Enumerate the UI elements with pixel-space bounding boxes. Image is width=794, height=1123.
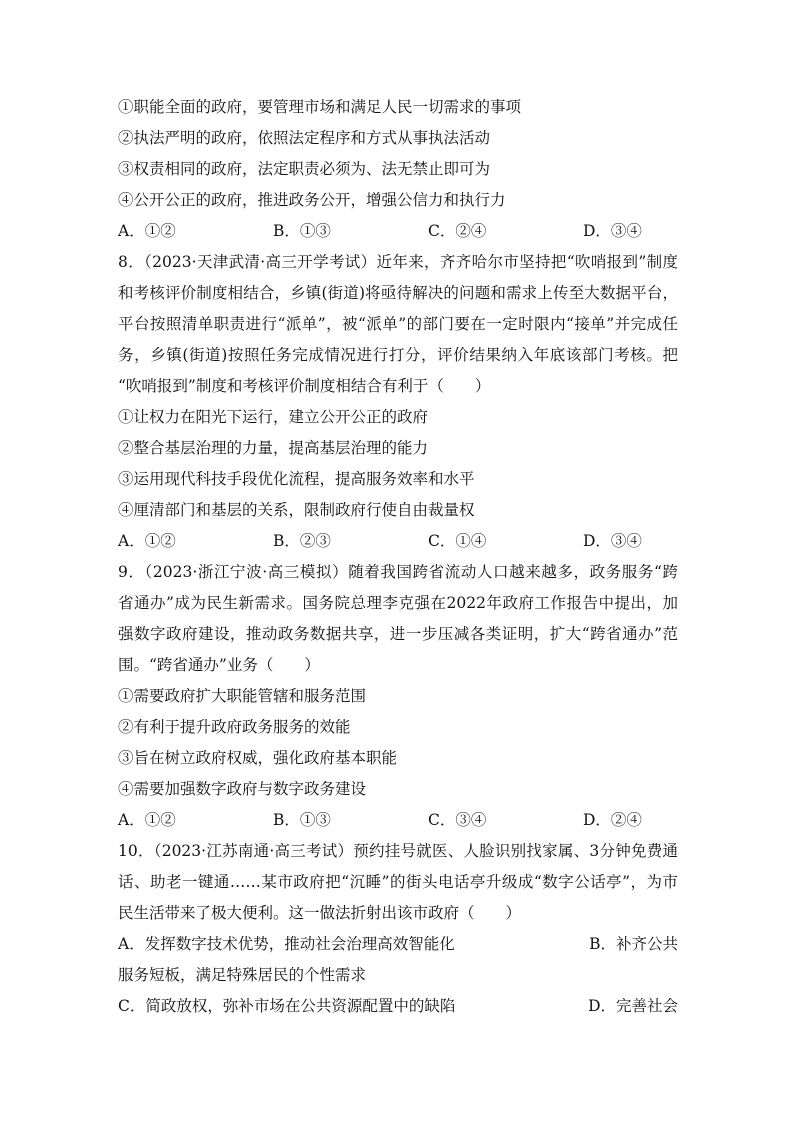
q7-choices [118,216,678,247]
q9-option-3: ③旨在树立政府权威，强化政府基本职能 [118,749,398,767]
q9-option-2: ②有利于提升政府政务服务的效能 [118,718,351,736]
q8-choice-a: A．①② [118,532,176,550]
document-page [118,92,678,1022]
q8-stem-line-4: 务，乡镇(街道)按照任务完成情况进行打分，评价结果纳入年底该部门考核。把 [118,346,678,364]
q7-choice-b: B．①③ [273,222,331,240]
q7-choice-c: C．②④ [428,222,487,240]
q9-option-1: ①需要政府扩大职能管辖和服务范围 [118,687,367,705]
q7-option-2: ②执法严明的政府，依照法定程序和方式从事执法活动 [118,129,491,147]
q7-choice-d: D．③④ [583,222,642,240]
q9-choices [118,805,678,836]
q9-stem-line-4: 围。“跨省通办”业务（ ） [118,656,320,674]
q8-option-4: ④厘清部门和基层的关系，限制政府行使自由裁量权 [118,501,475,519]
q7-block [118,92,678,247]
q8-option-2: ②整合基层治理的力量，提高基层治理的能力 [118,439,429,457]
q10-option-d-start: D．完善社会 [588,997,678,1015]
q9-choice-b: B．①③ [273,811,331,829]
q9-option-4: ④需要加强数字政府与数字政务建设 [118,780,367,798]
q8-stem-line-5: “吹哨报到”制度和考核评价制度相结合有利于（ ） [118,377,491,395]
q9-choice-d: D．②④ [583,811,642,829]
q9-choice-a: A．①② [118,811,176,829]
q7-option-3: ③权责相同的政府，法定职责必须为、法无禁止即可为 [118,160,491,178]
q10-option-row-ab [118,929,678,960]
q8-stem-line-1: 8．（2023·天津武清·高三开学考试）近年来，齐齐哈尔市坚持把“吹哨报到”制度 [118,253,678,271]
q10-option-b-cont: 服务短板，满足特殊居民的个性需求 [118,966,367,984]
q10-option-b-start: B．补齐公共 [589,935,678,953]
q7-option-4: ④公开公正的政府，推进政务公开，增强公信力和执行力 [118,191,506,209]
q8-choice-c: C．①④ [428,532,487,550]
q10-block [118,836,678,1022]
q7-choice-a: A．①② [118,222,176,240]
q10-option-a: A．发挥数字技术优势，推动社会治理高效智能化 [118,935,455,953]
q10-option-row-cd [118,991,678,1022]
q9-stem-line-3: 强数字政府建设，推动政务数据共享，进一步压减各类证明，扩大“跨省通办”范 [118,625,678,643]
q9-choice-c: C．③④ [428,811,487,829]
q10-stem-line-1: 10．（2023·江苏南通·高三考试）预约挂号就医、人脸识别找家属、3分钟免费通 [118,842,678,860]
q8-choices [118,526,678,557]
q7-option-1: ①职能全面的政府，要管理市场和满足人民一切需求的事项 [118,98,522,116]
q8-stem-line-3: 平台按照清单职责进行“派单”，被“派单”的部门要在一定时限内“接单”并完成任 [118,315,678,333]
q8-stem-line-2: 和考核评价制度相结合，乡镇(街道)将亟待解决的问题和需求上传至大数据平台， [118,284,678,302]
q8-block [118,247,678,557]
q8-choice-d: D．③④ [583,532,642,550]
q10-stem-line-3: 民生活带来了极大便利。这一做法折射出该市政府（ ） [118,904,522,922]
q8-option-1: ①让权力在阳光下运行，建立公开公正的政府 [118,408,429,426]
q9-block [118,557,678,836]
q8-option-3: ③运用现代科技手段优化流程，提高服务效率和水平 [118,470,475,488]
q10-stem-line-2: 话、助老一键通……某市政府把“沉睡”的街头电话亭升级成“数字公话亭”，为市 [118,873,678,891]
q9-stem-line-2: 省通办”成为民生新需求。国务院总理李克强在2022年政府工作报告中提出，加 [118,594,678,612]
q9-stem-line-1: 9．（2023·浙江宁波·高三模拟）随着我国跨省流动人口越来越多，政务服务“跨 [118,563,678,581]
q10-option-c: C．简政放权，弥补市场在公共资源配置中的缺陷 [118,997,456,1015]
q8-choice-b: B．②③ [273,532,331,550]
